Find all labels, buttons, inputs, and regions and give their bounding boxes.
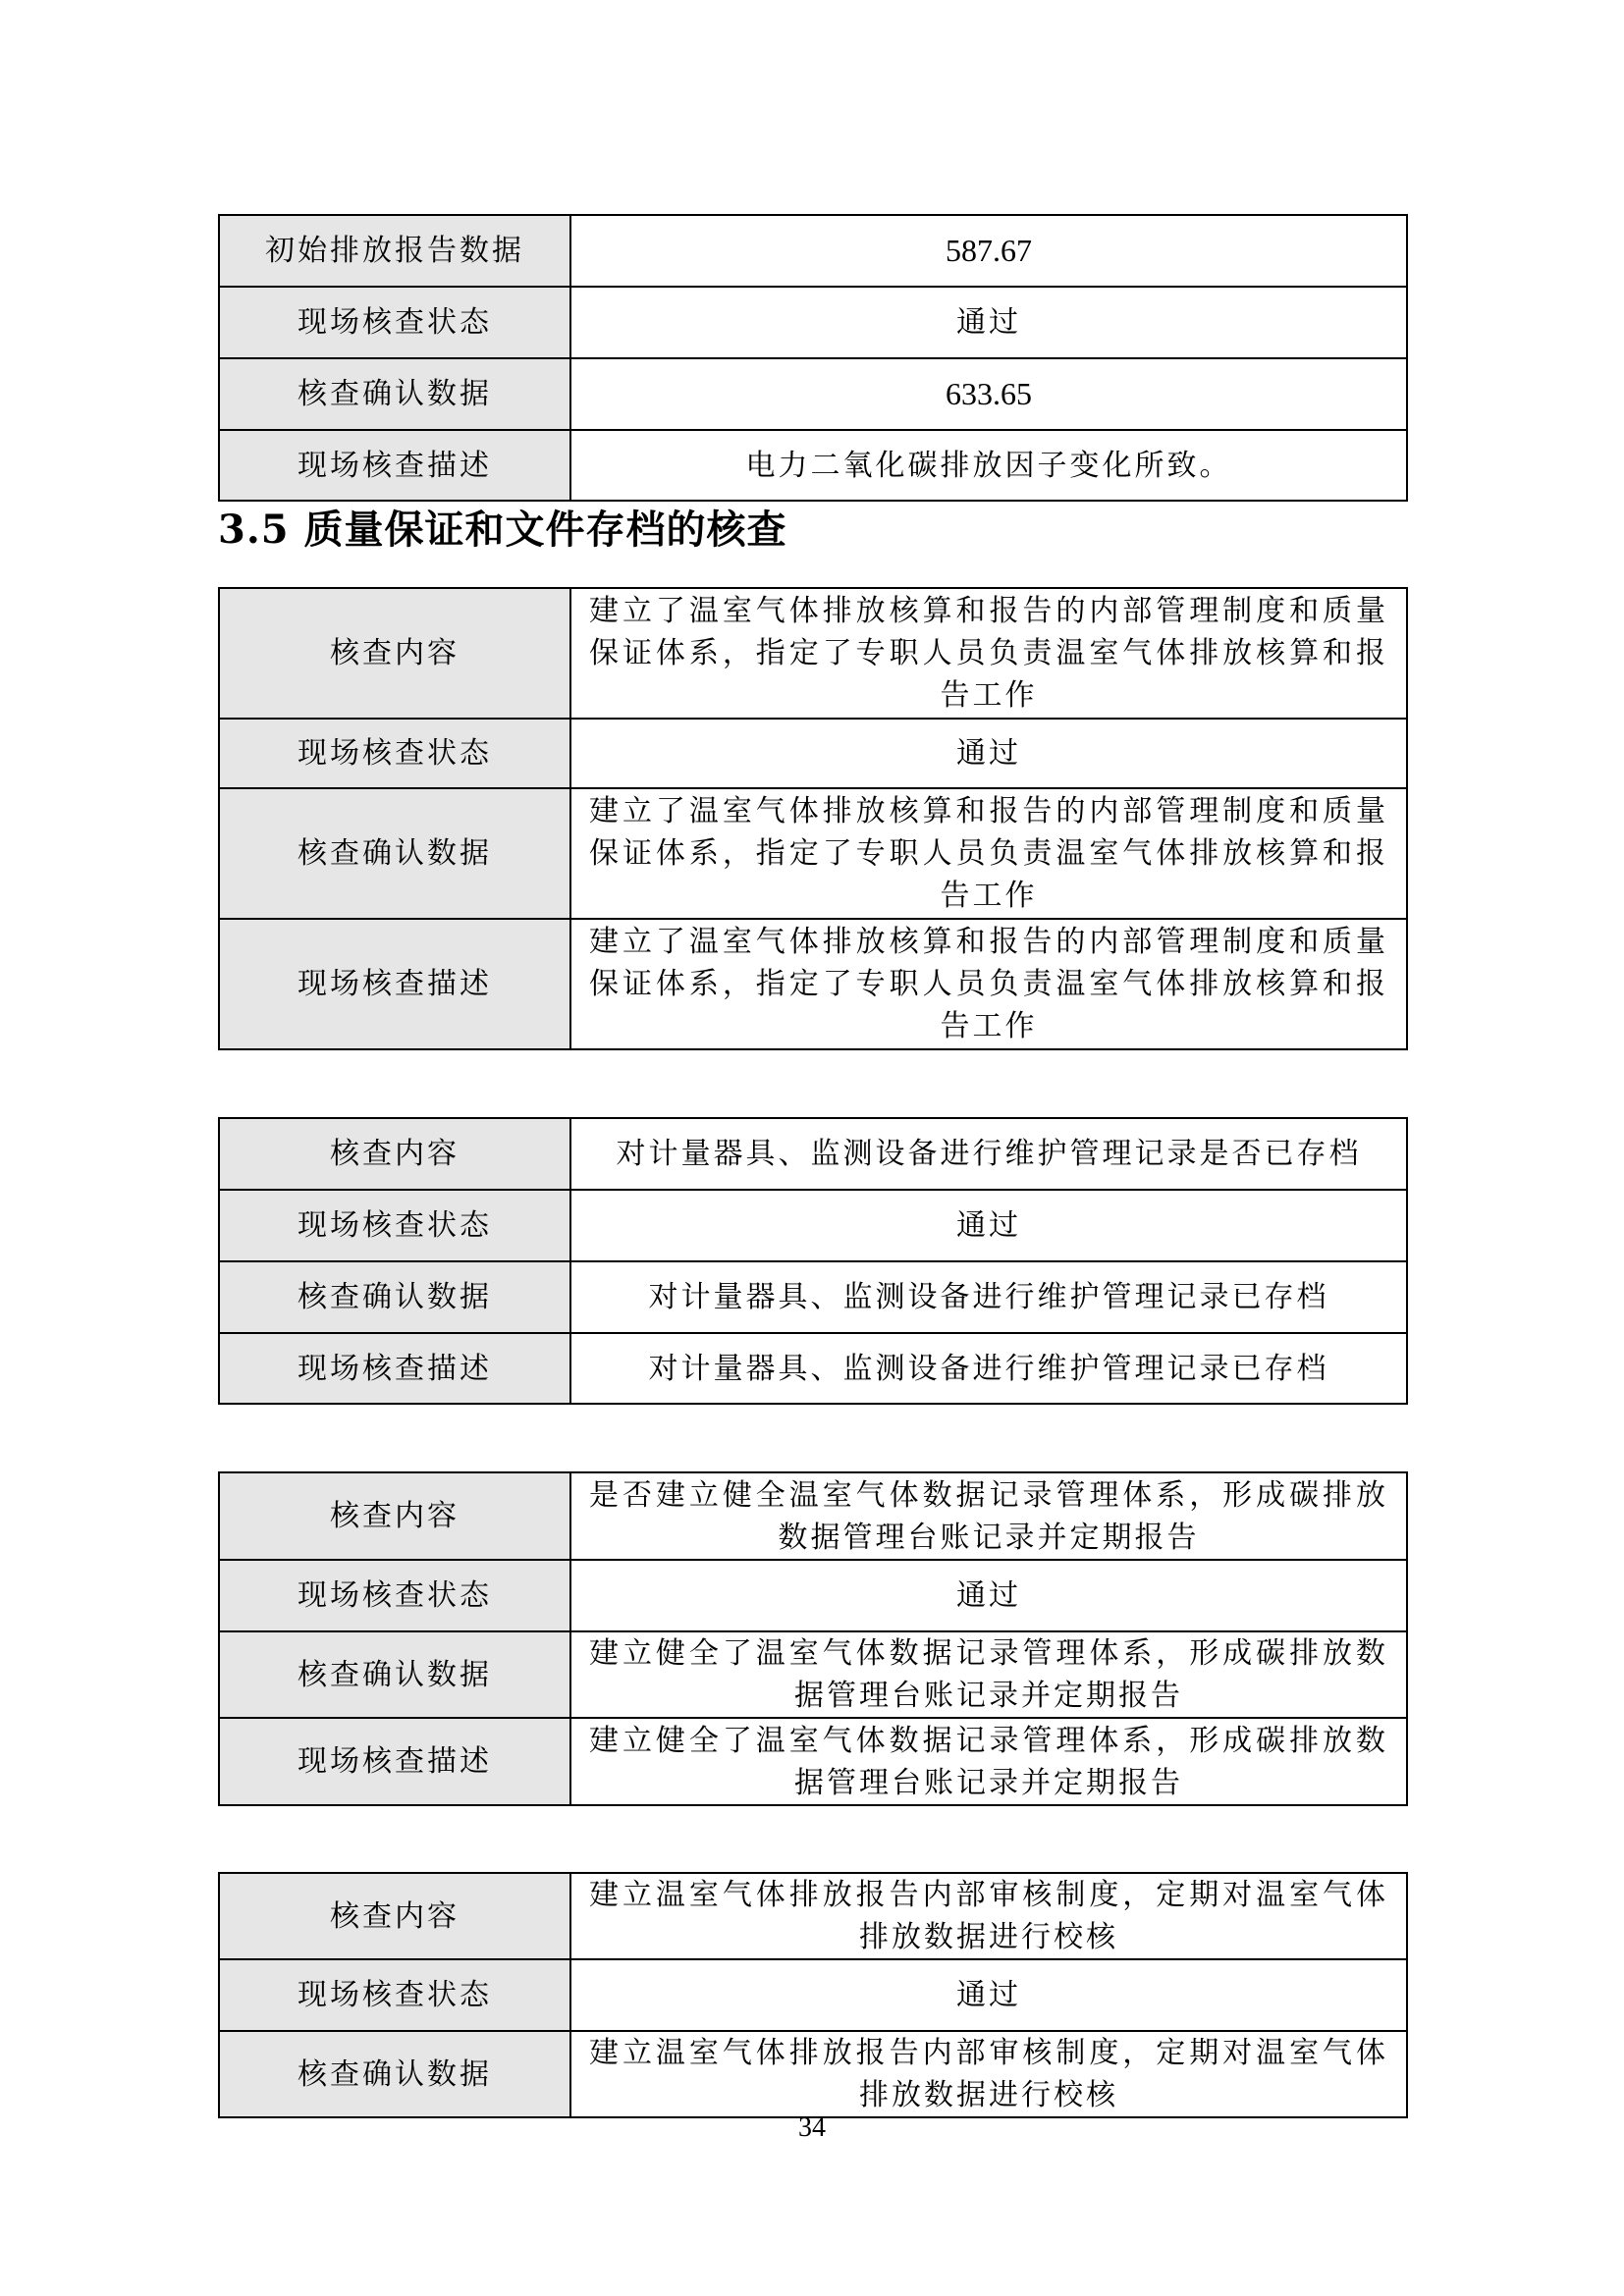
table-row	[219, 719, 1407, 788]
row-label: 核查内容	[219, 1472, 570, 1560]
row-label: 现场核查描述	[219, 1333, 570, 1404]
row-value: 通过	[570, 719, 1407, 788]
row-label: 现场核查描述	[219, 1718, 570, 1805]
row-label: 现场核查状态	[219, 1560, 570, 1631]
table-row	[219, 788, 1407, 919]
table-row	[219, 588, 1407, 719]
row-label: 初始排放报告数据	[219, 215, 570, 287]
row-label: 核查确认数据	[219, 788, 570, 919]
row-label: 现场核查状态	[219, 1959, 570, 2031]
row-label: 核查确认数据	[219, 1261, 570, 1333]
table-row	[219, 358, 1407, 430]
row-value: 建立健全了温室气体数据记录管理体系，形成碳排放数据管理台账记录并定期报告	[570, 1631, 1407, 1718]
row-label: 核查确认数据	[219, 2031, 570, 2117]
table-row	[219, 1718, 1407, 1805]
row-label: 核查内容	[219, 1118, 570, 1190]
qa-system-table	[218, 587, 1408, 1050]
row-value: 电力二氧化碳排放因子变化所致。	[570, 430, 1407, 501]
section-heading: 3.5 质量保证和文件存档的核查	[218, 507, 787, 553]
row-value: 建立健全了温室气体数据记录管理体系，形成碳排放数据管理台账记录并定期报告	[570, 1718, 1407, 1805]
row-value: 通过	[570, 287, 1407, 358]
table-row	[219, 1873, 1407, 1959]
row-label: 现场核查描述	[219, 430, 570, 501]
row-label: 核查内容	[219, 588, 570, 719]
table-row	[219, 2031, 1407, 2117]
table-row	[219, 1472, 1407, 1560]
row-value: 通过	[570, 1560, 1407, 1631]
row-label: 核查确认数据	[219, 1631, 570, 1718]
page-number: 34	[798, 2112, 826, 2143]
row-value: 对计量器具、监测设备进行维护管理记录已存档	[570, 1333, 1407, 1404]
table-row	[219, 1118, 1407, 1190]
row-value: 建立温室气体排放报告内部审核制度，定期对温室气体排放数据进行校核	[570, 2031, 1407, 2117]
row-value: 对计量器具、监测设备进行维护管理记录已存档	[570, 1261, 1407, 1333]
row-label: 核查内容	[219, 1873, 570, 1959]
table-row	[219, 1560, 1407, 1631]
internal-audit-table	[218, 1872, 1408, 2118]
table-row	[219, 919, 1407, 1049]
row-value: 通过	[570, 1190, 1407, 1261]
row-label: 现场核查状态	[219, 719, 570, 788]
row-value: 通过	[570, 1959, 1407, 2031]
row-label: 现场核查状态	[219, 1190, 570, 1261]
table-row	[219, 1261, 1407, 1333]
row-value: 建立温室气体排放报告内部审核制度，定期对温室气体排放数据进行校核	[570, 1873, 1407, 1959]
row-value: 建立了温室气体排放核算和报告的内部管理制度和质量保证体系，指定了专职人员负责温室气体排放核算和报告工作	[570, 788, 1407, 919]
row-value: 633.65	[570, 358, 1407, 430]
table-row	[219, 1631, 1407, 1718]
row-label: 现场核查状态	[219, 287, 570, 358]
row-value: 对计量器具、监测设备进行维护管理记录是否已存档	[570, 1118, 1407, 1190]
row-value: 建立了温室气体排放核算和报告的内部管理制度和质量保证体系，指定了专职人员负责温室气体排放核算和报告工作	[570, 919, 1407, 1049]
table-row	[219, 430, 1407, 501]
row-value: 建立了温室气体排放核算和报告的内部管理制度和质量保证体系，指定了专职人员负责温室气体排放核算和报告工作	[570, 588, 1407, 719]
row-value: 587.67	[570, 215, 1407, 287]
row-label: 现场核查描述	[219, 919, 570, 1049]
data-records-table	[218, 1471, 1408, 1806]
table-row	[219, 1333, 1407, 1404]
row-label: 核查确认数据	[219, 358, 570, 430]
emission-data-table	[218, 214, 1408, 502]
table-row	[219, 1190, 1407, 1261]
table-row	[219, 1959, 1407, 2031]
table-row	[219, 215, 1407, 287]
table-row	[219, 287, 1407, 358]
row-value: 是否建立健全温室气体数据记录管理体系，形成碳排放数据管理台账记录并定期报告	[570, 1472, 1407, 1560]
equipment-records-table	[218, 1117, 1408, 1405]
